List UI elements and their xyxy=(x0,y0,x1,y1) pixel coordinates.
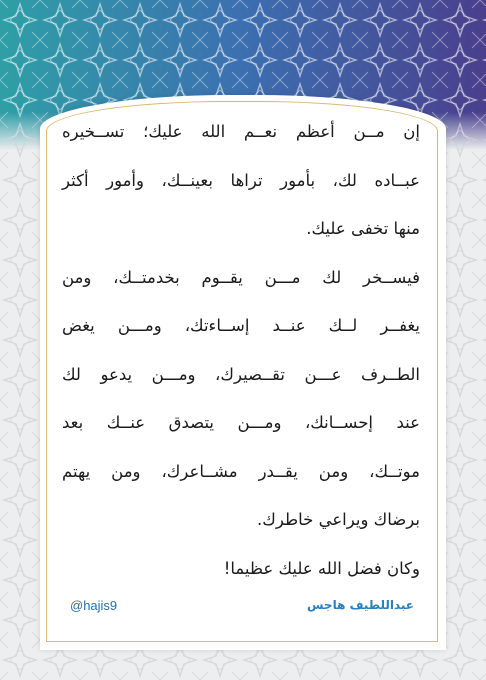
text-line: إن مــن أعظم نعــم الله عليك؛ تســخيره xyxy=(62,122,420,141)
text-line: منها تخفى عليك. xyxy=(306,219,420,238)
text-line: برضاك ويراعي خاطرك. xyxy=(257,510,420,529)
text-line: الطــرف عـــن تقــصيرك، ومـــن يدعو لك xyxy=(62,364,420,384)
text-line: موتــك، ومن يقــدر مشــاعرك، ومن يهتم xyxy=(62,461,420,481)
text-line: عند إحســانك، ومـــن يتصدق عنــك بعد xyxy=(62,413,420,432)
text-line: فيســخر لك مـــن يقــوم بخدمتــك، ومن xyxy=(62,267,420,287)
text-line: يغفــر لــك عنــد إســاءتك، ومـــن يغض xyxy=(62,316,420,335)
social-handle: @hajis9 xyxy=(70,598,118,613)
author-signature: عبداللطيف هاجس xyxy=(306,598,414,612)
poem-text xyxy=(62,108,420,593)
text-line: وكان فضل الله عليك عظيما! xyxy=(223,558,420,578)
text-line: عبــاده لك، بأمور تراها بعينــك، وأمور أكثر xyxy=(62,170,420,190)
